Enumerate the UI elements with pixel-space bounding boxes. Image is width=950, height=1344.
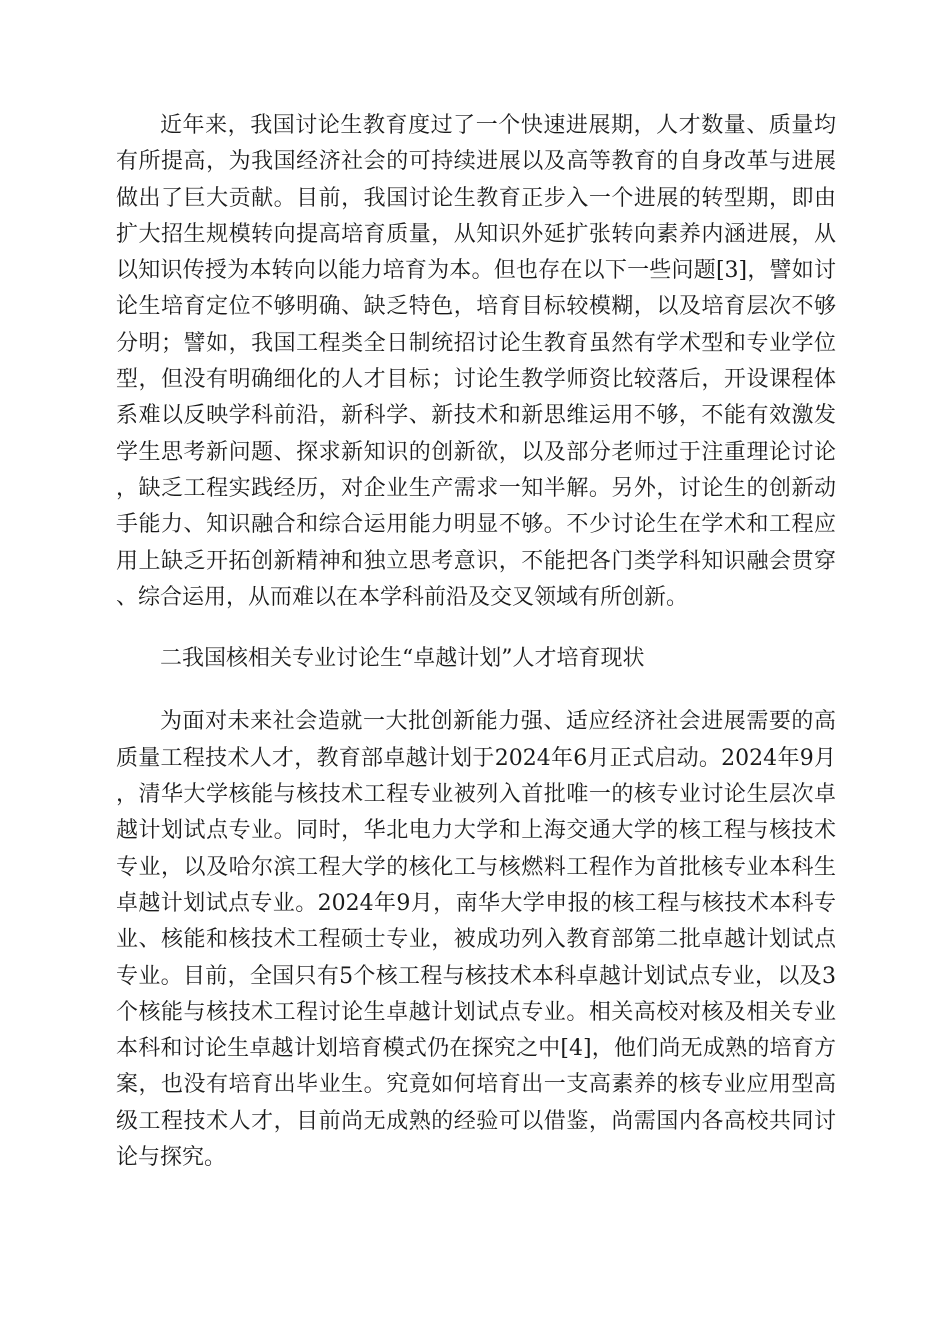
document-body [116, 108, 836, 1176]
paragraph-excellence-plan-status: 为面对未来社会造就一大批创新能力强、适应经济社会进展需要的高质量工程技术人才，教育部卓越计划于2024年6月正式启动。2024年9月，清华大学核能与核技术工程专业被列入首批唯一的核专业讨论生层次卓越计划试点专业。同时，华北电力大学和上海交通大学的核工程与核技术专业，以及哈尔滨工程大学的核化工与核燃料工程作为首批核专业本科生卓越计划试点专业。2024年9月，南华大学申报的核工程与核技术本科专业、核能和核技术工程硕士专业，被成功列入教育部第二批卓越计划试点专业。目前，全国只有5个核工程与核技术本科卓越计划试点专业，以及3个核能与核技术工程讨论生卓越计划试点专业。相关高校对核及相关专业本科和讨论生卓越计划培育模式仍在探究之中[4]，他们尚无成熟的培育方案，也没有培育出毕业生。究竟如何培育出一支高素养的核专业应用型高级工程技术人才，目前尚无成熟的经验可以借鉴，尚需国内各高校共同讨论与探究。 [116, 709, 836, 1171]
paragraph-graduate-education-problems: 近年来，我国讨论生教育度过了一个快速进展期，人才数量、质量均有所提高，为我国经济社会的可持续进展以及高等教育的自身改革与进展做出了巨大贡献。目前，我国讨论生教育正步入一个进展的转型期，即由扩大招生规模转向提高培育质量，从知识外延扩张转向素养内涵进展，从以知识传授为本转向以能力培育为本。但也存在以下一些问题[3]，譬如讨论生培育定位不够明确、缺乏特色，培育目标较模糊，以及培育层次不够分明；譬如，我国工程类全日制统招讨论生教育虽然有学术型和专业学位型，但没有明确细化的人才目标；讨论生教学师资比较落后，开设课程体系难以反映学科前沿，新科学、新技术和新思维运用不够，不能有效激发学生思考新问题、探求新知识的创新欲，以及部分老师过于注重理论讨论，缺乏工程实践经历，对企业生产需求一知半解。另外，讨论生的创新动手能力、知识融合和综合运用能力明显不够。不少讨论生在学术和工程应用上缺乏开拓创新精神和独立思考意识，不能把各门类学科知识融会贯穿、综合运用，从而难以在本学科前沿及交叉领域有所创新。 [116, 113, 836, 610]
section-heading: 二我国核相关专业讨论生“卓越计划”人才培育现状 [160, 646, 645, 672]
